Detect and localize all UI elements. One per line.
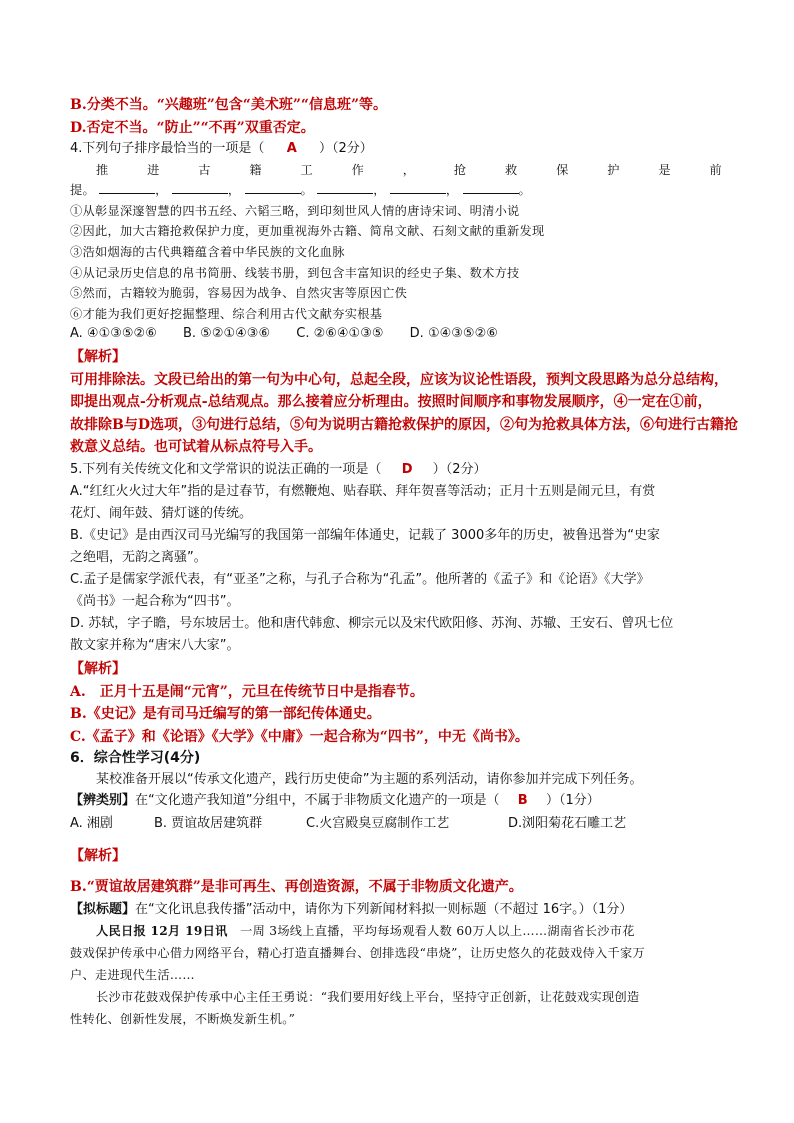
q6-score: ）（1分）: [545, 793, 600, 809]
news-paragraph-2-line-1: 长沙市花鼓戏保护传承中心主任王勇说：“我们要用好线上平台，坚持守正创新，让花鼓戏实现创造: [96, 989, 640, 1004]
news-lead: 人民日报 12月 19日讯: [96, 923, 228, 938]
q4-sentence-5: ⑤然而，古籍较为脆弱，容易因为战争、自然灾害等原因亡佚: [70, 286, 408, 301]
q6-headline-text: 在“文化讯息我传播”活动中，请你为下列新闻材料拟一则标题（不超过 16字。）（1分）: [135, 901, 633, 917]
q5-stem-text: 5.下列有关传统文化和文学常识的说法正确的一项是（: [70, 461, 382, 477]
news-paragraph-1-line-2: 鼓戏保护传承中心借力网络平台，精心打造直播舞台、创排选段“串烧”，让历史悠久的花鼓戏侍入千家万: [70, 945, 645, 960]
lead-char: 提。: [70, 183, 95, 198]
q6-analysis-label: 【解析】: [70, 848, 126, 865]
spacer: [70, 836, 732, 844]
q4-option-c: C. ②⑥④①③⑤: [296, 326, 384, 342]
q4-analysis-line-2: 即提出观点-分析观点-总结观点。那么接着应分析理由。按照时间顺序和事物发展顺序，④一定在①前，: [70, 394, 712, 411]
lead-char: 保: [556, 162, 569, 177]
q6-option-d: D.浏阳菊花石雕工艺: [508, 816, 627, 832]
q5-option-d-line-1: D. 苏轼，字子瞻，号东坡居士。他和唐代韩愈、柳宗元以及宋代欧阳修、苏洵、苏辙、王安石、曾巩七位: [70, 615, 674, 631]
lead-char: 前: [709, 162, 722, 177]
lead-char: 是: [658, 162, 671, 177]
lead-char: 救: [505, 162, 518, 177]
q4-sentence-6: ⑥才能为我们更好挖掘整理、综合利用古代文献夯实根基: [70, 306, 383, 321]
option-d-note: D.否定不当。“防止”“不再”双重否定。: [70, 119, 315, 136]
lead-char: 抢: [453, 162, 467, 177]
q4-analysis-line-1: 可用排除法。文段已给出的第一句为中心句，总起全段，应该为议论性语段，预判文段思路为总分总结构，: [70, 371, 728, 388]
answer-blank: [463, 181, 519, 194]
q4-sentence-1: ①从彰显深邃智慧的四书五经、六韬三略，到印刻世风人情的唐诗宋词、明清小说: [70, 203, 520, 218]
lead-char: 推: [96, 162, 109, 177]
q6-classify-text: 在“文化遗产我知道”分组中，不属于非物质文化遗产的一项是（: [135, 793, 500, 809]
q4-lead-sentence: [70, 160, 732, 181]
lead-char: 进: [147, 162, 160, 177]
q4-stem-text: 4.下列句子排序最恰当的一项是（: [70, 141, 265, 156]
q6-classify-tag: 【辨类别】: [70, 793, 136, 809]
q6-analysis: B.“贾谊故居建筑群”是非可再生、再创造资源，不属于非物质文化遗产。: [70, 879, 523, 896]
q6-intro: 某校准备开展以“传承文化遗产，践行历史使命”为主题的系列活动，请你参加并完成下列任务。: [96, 772, 643, 788]
news-paragraph-1-line-3: 户、走进现代生活……: [70, 967, 195, 982]
spacer: [70, 868, 732, 876]
q4-analysis-line-3: 故排除B与D选项，③句进行总结，⑤句为说明古籍抢救保护的原因，②句为抢救具体方法，⑥句进行古籍抢: [70, 416, 738, 433]
q4-answer: A: [286, 141, 297, 156]
q6-classify: [70, 790, 732, 811]
question-4-stem: [70, 139, 732, 160]
q6-headline-task: [70, 899, 732, 920]
answer-blank: [390, 181, 446, 194]
news-paragraph-2-line-2: 性转化、创新性发展，不断焕发新生机。”: [70, 1011, 296, 1026]
q5-option-d-line-2: 散文家并称为“唐宋八大家”。: [70, 637, 240, 653]
lead-char: 护: [607, 162, 620, 177]
q5-analysis-b: B.《史记》是有司马迁编写的第一部纪传体通史。: [70, 706, 381, 723]
q4-option-d: D. ①④③⑤②⑥: [409, 326, 498, 342]
q5-option-a-line-2: 花灯、闹年鼓、猜灯谜的传统。: [70, 505, 253, 521]
q5-analysis-label: 【解析】: [70, 660, 126, 677]
question-5-stem: [70, 459, 732, 481]
q5-analysis-a: A. 正月十五是闹“元宵”，元旦在传统节日中是指春节。: [70, 683, 424, 700]
q6-headline-tag: 【拟标题】: [70, 901, 136, 917]
exam-page: [70, 94, 738, 1030]
q5-option-a-line-1: A.“红红火火过大年”指的是过春节，有燃鞭炮、贴春联、拜年贺喜等活动；正月十五则是闹元旦，有赏: [70, 483, 656, 499]
option-b-note: B.分类不当。“兴趣班”包含“美术班”“信息班”等。: [70, 97, 388, 113]
q5-answer: D: [401, 461, 413, 477]
question-6-title: 6．综合性学习(4分): [70, 750, 201, 767]
q4-options: [70, 324, 732, 345]
q4-sentence-3: ③浩如烟海的古代典籍蕴含着中华民族的文化血脉: [70, 244, 345, 259]
q4-score: ）（2分）: [319, 141, 373, 156]
q5-option-c-line-2: 《尚书》一起合称为“四书”。: [70, 593, 240, 609]
q5-option-c-line-1: C.孟子是儒家学派代表，有“亚圣”之称，与孔子合称为“孔孟”。他所著的《孟子》和《论语》《大学》: [70, 571, 650, 587]
q4-option-a: A. ④①③⑤②⑥: [70, 326, 157, 342]
q4-sentence-2: ②因此，加大古籍抢救保护力度，更加重视海外古籍、简帛文献、石刻文献的重新发现: [70, 224, 545, 239]
lead-char: ，: [402, 162, 416, 177]
q5-score: ）（2分）: [432, 461, 487, 477]
q6-option-a: A. 湘剧: [70, 816, 113, 832]
q4-option-b: B. ⑤②①④③⑥: [183, 326, 271, 342]
q6-option-c: C.火宫殿臭豆腐制作工艺: [306, 816, 450, 832]
q6-answer: B: [517, 793, 528, 809]
q4-sentence-4: ④从记录历史信息的帛书简册、线装书册，到包含丰富知识的经史子集、数术方技: [70, 265, 520, 280]
answer-blank: [99, 181, 155, 194]
answer-blank: [172, 181, 228, 194]
q4-analysis-label: 【解析】: [70, 348, 126, 365]
q5-option-b-line-1: B.《史记》是由西汉司马光编写的我国第一部编年体通史，记载了 3000多年的历史，被鲁迅誉为“史家: [70, 527, 661, 543]
q6-option-b: B. 贾谊故居建筑群: [154, 816, 263, 832]
lead-char: 作: [351, 162, 365, 177]
q5-option-b-line-2: 之绝唱，无韵之离骚”。: [70, 549, 207, 565]
lead-char: 籍: [249, 162, 262, 177]
answer-blank: [245, 181, 301, 194]
news-text: 一周 3场线上直播，平均每场观看人数 60万人以上……湖南省长沙市花: [227, 923, 635, 938]
answer-blank: [317, 181, 373, 194]
lead-char: 古: [198, 162, 211, 177]
lead-char: 工: [300, 162, 313, 177]
q6-options: [70, 811, 732, 836]
news-paragraph-1-line-1: [70, 920, 732, 942]
q5-analysis-c: C.《孟子》和《论语》《大学》《中庸》一起合称为“四书”，中无《尚书》。: [70, 728, 529, 745]
q4-analysis-line-4: 救意义总结。也可试着从标点符号入手。: [70, 439, 322, 456]
q4-blanks-line: 提。 ， ， 。 ， ， 。: [70, 183, 532, 198]
